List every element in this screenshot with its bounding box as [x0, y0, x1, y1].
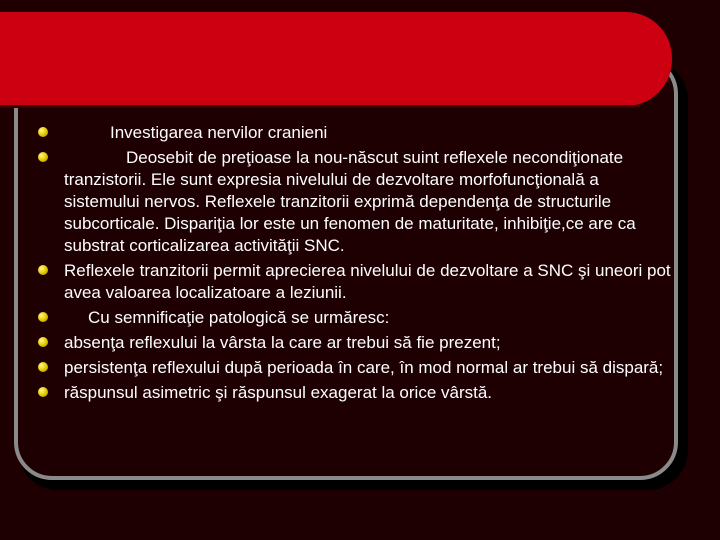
- bullet-text: persistenţa reflexului după perioada în care, în mod normal ar trebui să dispară;: [64, 358, 664, 377]
- bullet-dot-icon: [38, 312, 48, 322]
- bullet-text: Cu semnificaţie patologică se urmăresc:: [88, 308, 390, 327]
- bullet-list: [38, 122, 678, 407]
- bullet-dot-icon: [38, 152, 48, 162]
- bullet-item: [38, 147, 678, 257]
- bullet-text: răspunsul asimetric şi răspunsul exagerat la orice vârstă.: [64, 383, 493, 402]
- bullet-text: Reflexele tranzitorii permit aprecierea nivelului de dezvoltare a SNC şi uneori pot avea valoarea localizatoare a leziunii.: [64, 261, 671, 302]
- bullet-item: [38, 260, 678, 304]
- bullet-text: Deosebit de preţioase la nou-născut suint reflexele necondiţionate tranzistorii. Ele sunt expresia nivelului de dezvoltare morfofuncţională a sistemului nervos. Reflexele tranzitorii exprimă dependenţa de structurile subcorticale. Dispariţia lor este un fenomen de maturitate, inhibiţie,ce are ca substrat corticalizarea activităţii SNC.: [64, 148, 636, 255]
- bullet-dot-icon: [38, 337, 48, 347]
- bullet-item: [38, 357, 678, 379]
- bullet-dot-icon: [38, 265, 48, 275]
- title-underline: [0, 105, 640, 108]
- bullet-text: absenţa reflexului la vârsta la care ar trebui să fie prezent;: [64, 333, 501, 352]
- bullet-text: Investigarea nervilor cranieni: [110, 123, 328, 142]
- bullet-item: [38, 332, 678, 354]
- title-bar: [0, 12, 672, 106]
- bullet-item: [38, 307, 678, 329]
- bullet-dot-icon: [38, 387, 48, 397]
- bullet-item: [38, 382, 678, 404]
- bullet-item: [38, 122, 678, 144]
- bullet-dot-icon: [38, 127, 48, 137]
- bullet-dot-icon: [38, 362, 48, 372]
